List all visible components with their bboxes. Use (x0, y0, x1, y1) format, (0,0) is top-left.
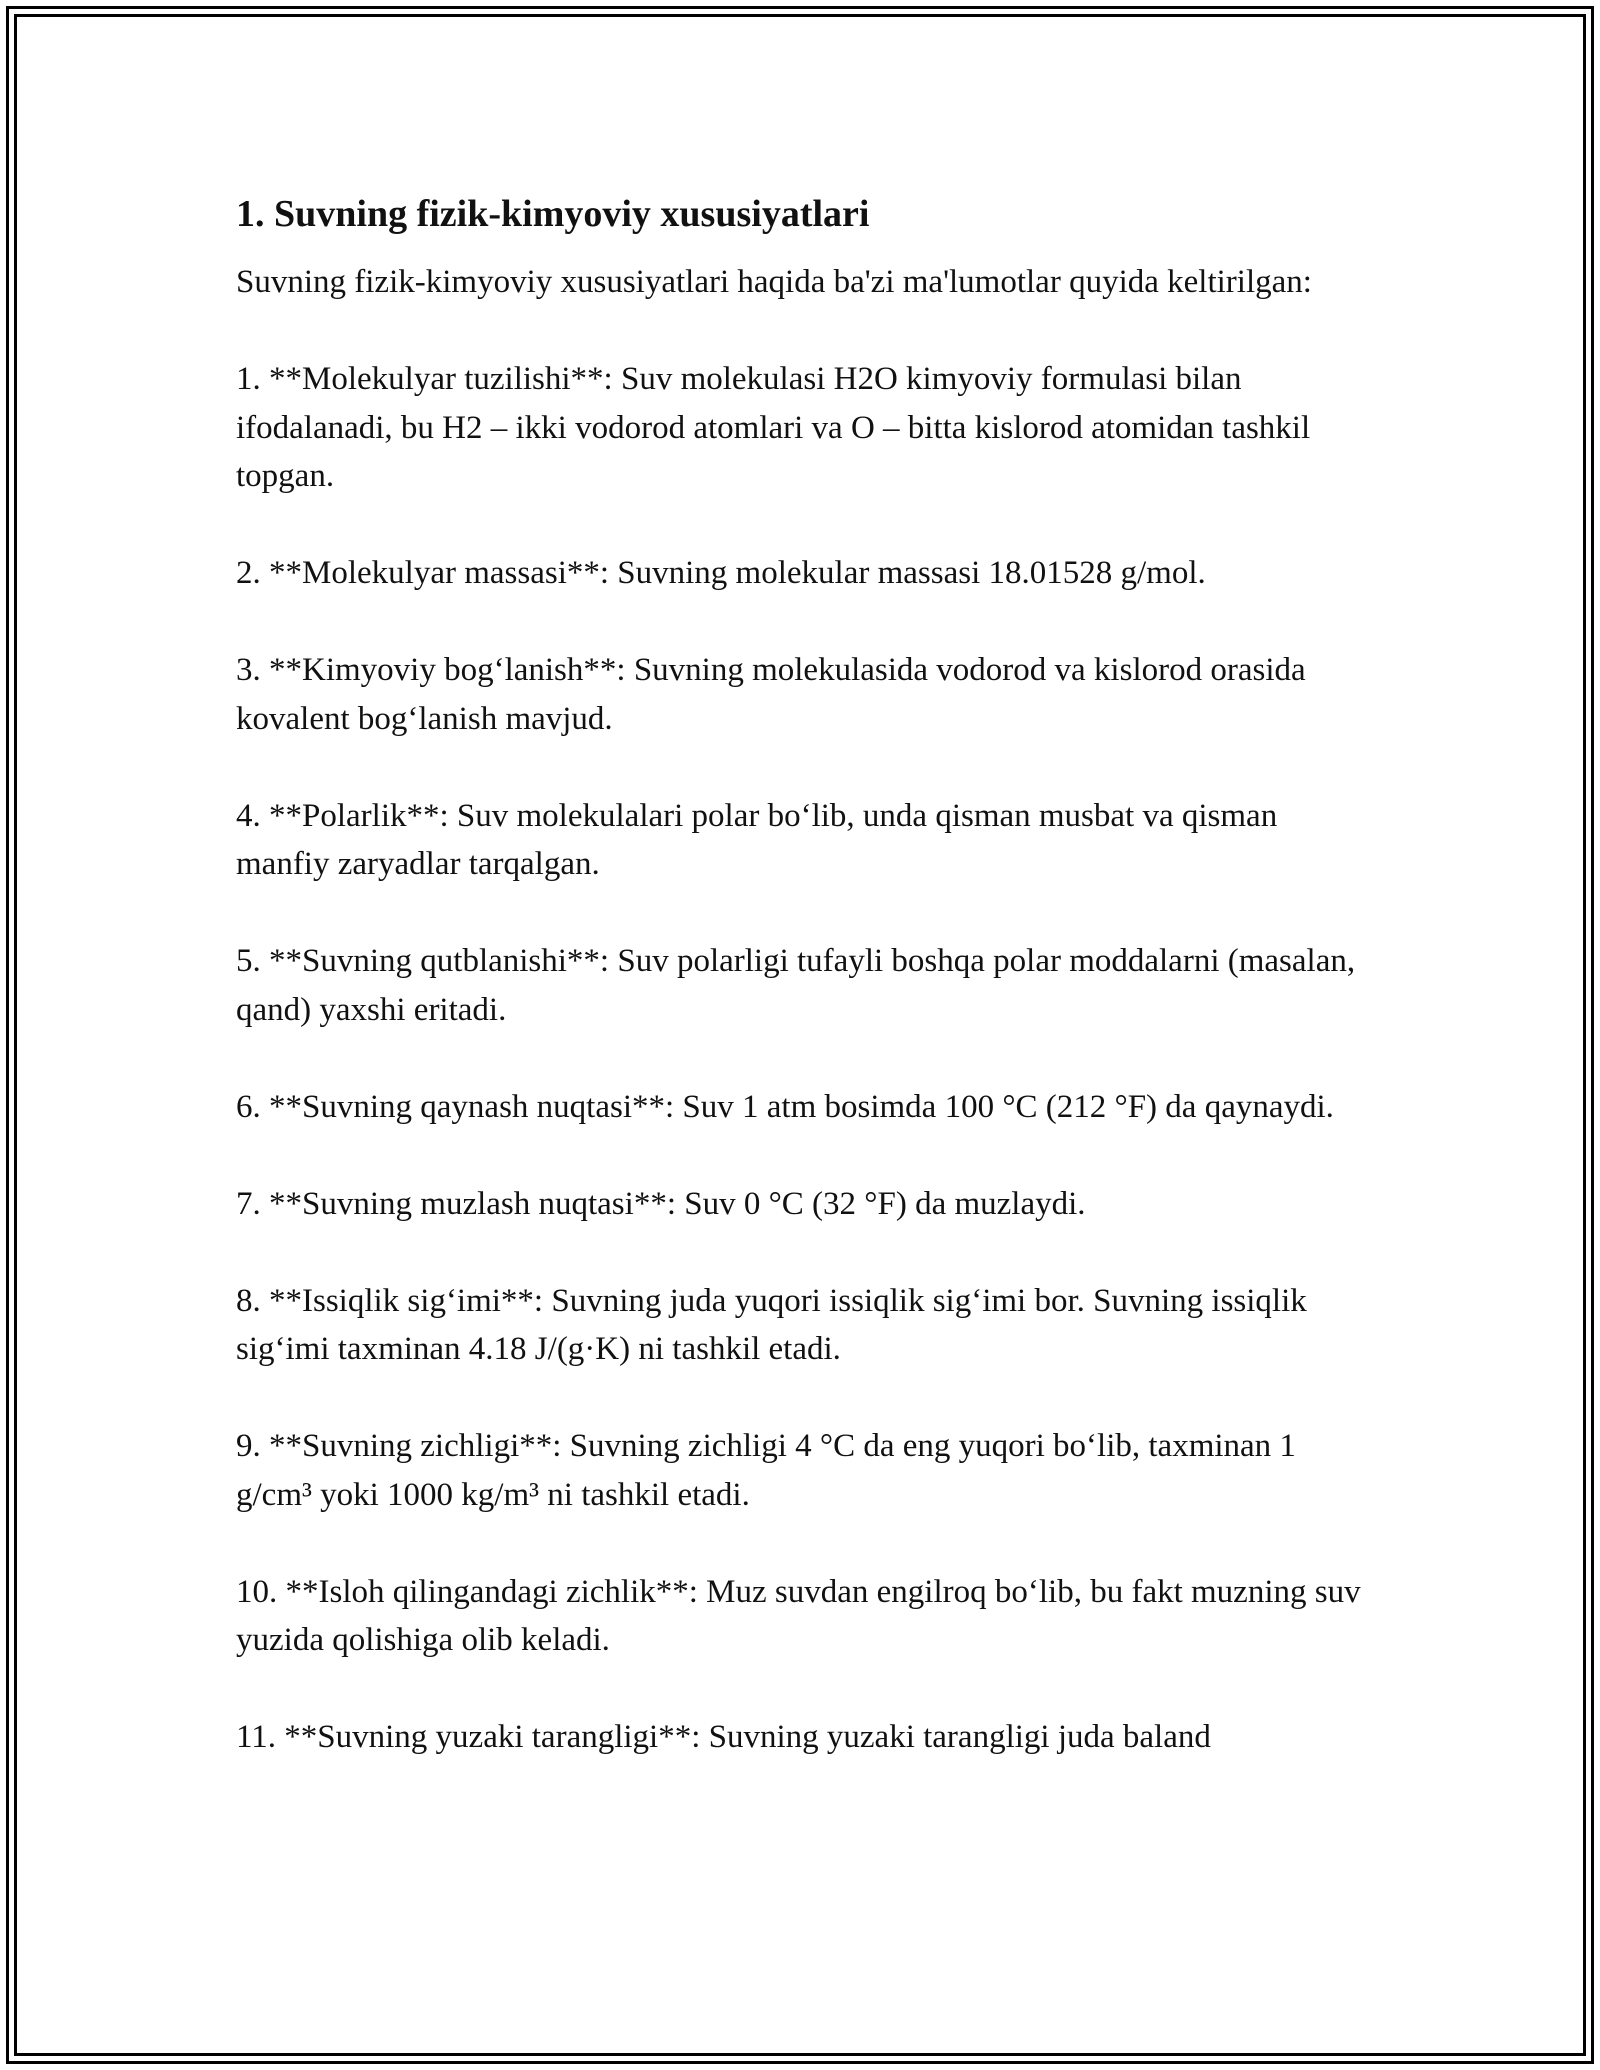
list-item-heat-capacity: 8. **Issiqlik sig‘imi**: Suvning juda yuqori issiqlik sig‘imi bor. Suvning issiqlik sig‘imi taxminan 4.18 J/(g·K) ni tashkil etadi. (236, 1282, 1307, 1367)
list-item-surface-tension: 11. **Suvning yuzaki tarangligi**: Suvning yuzaki tarangligi juda baland (236, 1719, 1211, 1755)
intro-paragraph: Suvning fizik-kimyoviy xususiyatlari haqida ba'zi ma'lumotlar quyida keltirilgan: (236, 264, 1312, 300)
section-title: 1. Suvning fizik-kimyoviy xususiyatlari (236, 193, 870, 235)
list-item-chemical-bond: 3. **Kimyoviy bog‘lanish**: Suvning molekulasida vodorod va kislorod orasida kovalent bog‘lanish mavjud. (236, 652, 1306, 737)
list-item-molecular-structure: 1. **Molekulyar tuzilishi**: Suv molekulasi H2O kimyoviy formulasi bilan ifodalanadi, bu H2 – ikki vodorod atomlari va O – bitta kislorod atomidan tashkil topgan. (236, 361, 1311, 494)
list-item-density: 9. **Suvning zichligi**: Suvning zichligi 4 °C da eng yuqori bo‘lib, taxminan 1 g/cm³ yoki 1000 kg/m³ ni tashkil etadi. (236, 1428, 1296, 1513)
document-body (236, 190, 1376, 1762)
list-item-ice-density: 10. **Isloh qilingandagi zichlik**: Muz suvdan engilroq bo‘lib, bu fakt muzning suv yuzida qolishiga olib keladi. (236, 1573, 1361, 1658)
list-item-polarity: 4. **Polarlik**: Suv molekulalari polar bo‘lib, unda qisman musbat va qisman manfiy zaryadlar tarqalgan. (236, 797, 1278, 882)
list-item-molecular-mass: 2. **Molekulyar massasi**: Suvning molekular massasi 18.01528 g/mol. (236, 555, 1206, 591)
list-item-polarization: 5. **Suvning qutblanishi**: Suv polarligi tufayli boshqa polar moddalarni (masalan, qand) yaxshi eritadi. (236, 943, 1356, 1028)
list-item-freezing-point: 7. **Suvning muzlash nuqtasi**: Suv 0 °C (32 °F) da muzlaydi. (236, 1185, 1086, 1222)
list-item-boiling-point: 6. **Suvning qaynash nuqtasi**: Suv 1 atm bosimda 100 °C (212 °F) da qaynaydi. (236, 1088, 1334, 1125)
